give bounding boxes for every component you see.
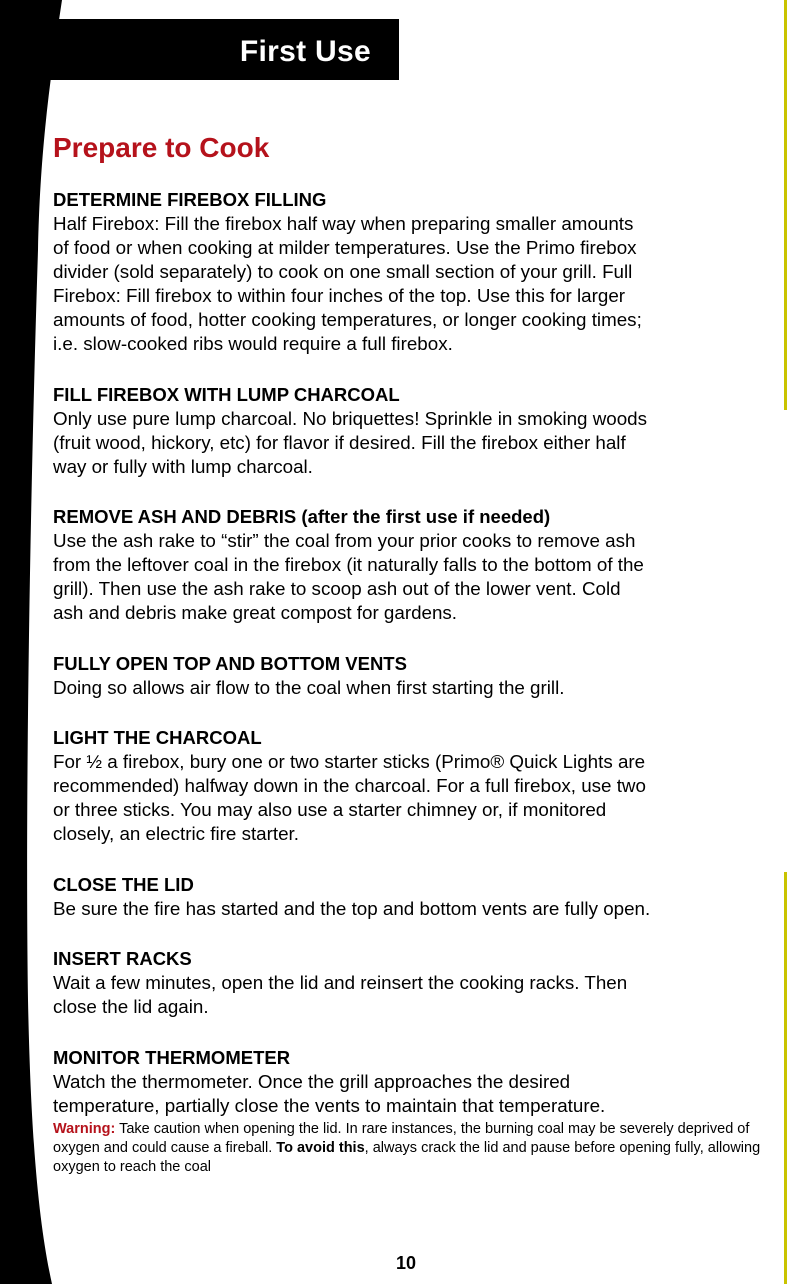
body-line: Wait a few minutes, open the lid and reinsert the cooking racks. Then bbox=[53, 972, 628, 993]
section-remove-ash bbox=[53, 504, 765, 625]
body-line: or three sticks. You may also use a starter chimney or, if monitored bbox=[53, 799, 607, 820]
page-number: 10 bbox=[396, 1253, 417, 1273]
section-body bbox=[53, 212, 765, 356]
warning-note bbox=[53, 1120, 765, 1177]
section-tab bbox=[40, 19, 399, 80]
body-line: Firebox: Fill firebox to within four inches of the top. Use this for larger bbox=[53, 285, 626, 306]
body-line: i.e. slow-cooked ribs would require a full firebox. bbox=[53, 333, 453, 354]
section-open-vents bbox=[53, 651, 765, 700]
body-line: Half Firebox: Fill the firebox half way when preparing smaller amounts bbox=[53, 213, 634, 234]
body-line: recommended) halfway down in the charcoal. For a full firebox, use two bbox=[53, 775, 646, 796]
warning-text: Take caution when opening the lid. In rare instances, the burning coal may be severely deprived of oxygen and could cause a fireball. bbox=[53, 1120, 750, 1156]
section-body bbox=[53, 897, 765, 921]
body-line: For ½ a firebox, bury one or two starter sticks (Primo® Quick Lights are bbox=[53, 751, 646, 772]
body-line: ash and debris make great compost for gardens. bbox=[53, 602, 458, 623]
section-insert-racks bbox=[53, 946, 765, 1019]
section-heading: MONITOR THERMOMETER bbox=[53, 1046, 291, 1068]
section-fill-firebox bbox=[53, 382, 765, 479]
section-body bbox=[53, 676, 765, 700]
body-line: way or fully with lump charcoal. bbox=[53, 455, 313, 477]
section-body bbox=[53, 407, 765, 479]
body-line: divider (sold separately) to cook on one small section of your grill. Full bbox=[53, 261, 633, 282]
section-body bbox=[53, 1070, 765, 1118]
warning-emphasis: To avoid this bbox=[276, 1139, 365, 1156]
body-line: Be sure the fire has started and the top and bottom vents are fully open. bbox=[53, 897, 651, 919]
body-line: of food or when cooking at milder temperatures. Use the Primo firebox bbox=[53, 237, 637, 258]
section-heading: FULLY OPEN TOP AND BOTTOM VENTS bbox=[53, 652, 407, 674]
section-body bbox=[53, 750, 765, 846]
section-heading: DETERMINE FIREBOX FILLING bbox=[53, 189, 327, 210]
body-line: (fruit wood, hickory, etc) for flavor if desired. Fill the firebox either half bbox=[53, 431, 626, 453]
section-determine-firebox bbox=[53, 187, 765, 356]
section-close-lid bbox=[53, 872, 765, 921]
section-heading: LIGHT THE CHARCOAL bbox=[53, 727, 262, 748]
body-line: temperature, partially close the vents to maintain that temperature. bbox=[53, 1094, 606, 1116]
body-line: close the lid again. bbox=[53, 996, 209, 1017]
section-body bbox=[53, 529, 765, 625]
warning-label: Warning: bbox=[53, 1120, 116, 1137]
body-line: amounts of food, hotter cooking temperatures, or longer cooking times; bbox=[53, 309, 642, 330]
body-line: grill). Then use the ash rake to scoop ash out of the lower vent. Cold bbox=[53, 578, 621, 599]
section-heading: FILL FIREBOX WITH LUMP CHARCOAL bbox=[53, 383, 400, 405]
main-content bbox=[53, 131, 765, 1177]
page-title: Prepare to Cook bbox=[53, 132, 270, 163]
section-heading: REMOVE ASH AND DEBRIS (after the first use if needed) bbox=[53, 506, 551, 527]
section-body bbox=[53, 971, 765, 1019]
section-heading: CLOSE THE LID bbox=[53, 873, 194, 895]
body-line: Only use pure lump charcoal. No briquettes! Sprinkle in smoking woods bbox=[53, 407, 647, 429]
body-line: closely, an electric fire starter. bbox=[53, 823, 299, 844]
section-light-charcoal bbox=[53, 725, 765, 846]
section-heading: INSERT RACKS bbox=[53, 948, 192, 969]
body-line: Use the ash rake to “stir” the coal from your prior cooks to remove ash bbox=[53, 530, 636, 551]
body-line: Doing so allows air flow to the coal when first starting the grill. bbox=[53, 676, 565, 698]
body-line: from the leftover coal in the firebox (it naturally falls to the bottom of the bbox=[53, 554, 644, 575]
body-line: Watch the thermometer. Once the grill approaches the desired bbox=[53, 1070, 571, 1092]
section-monitor-thermometer bbox=[53, 1045, 765, 1177]
tab-title: First Use bbox=[239, 35, 371, 68]
warning-text: , always crack the lid and pause before opening fully, allowing oxygen to reach the coal bbox=[53, 1139, 761, 1175]
